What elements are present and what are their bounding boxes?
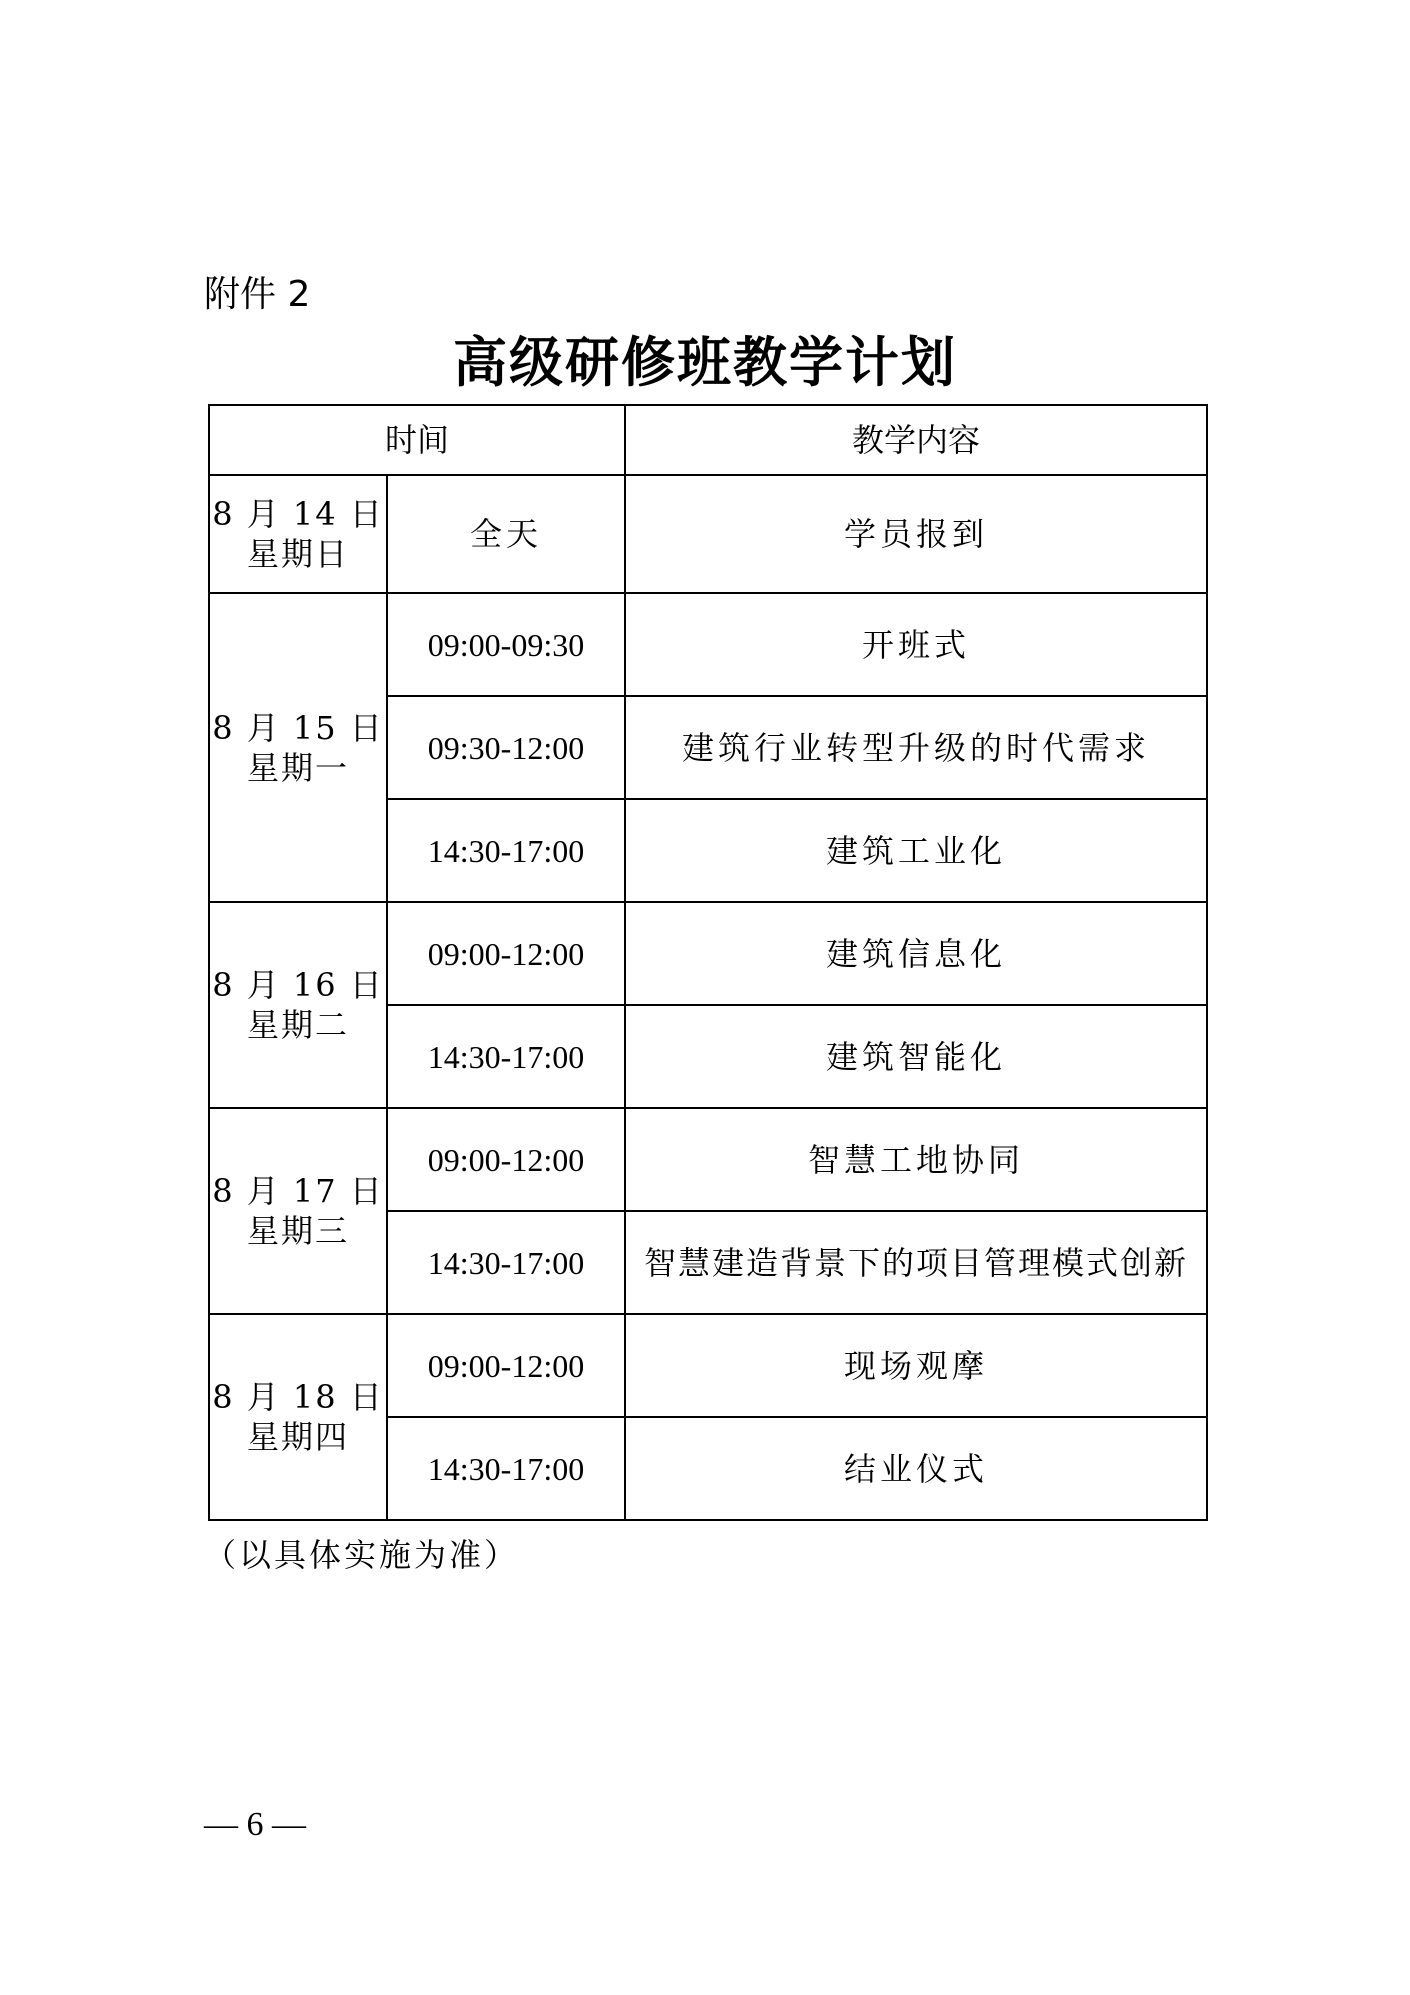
content-cell: 建筑智能化 — [625, 1005, 1207, 1108]
date-cell — [209, 1314, 387, 1520]
content-cell: 建筑行业转型升级的时代需求 — [625, 696, 1207, 799]
date: 8 月 15 日 — [212, 708, 384, 747]
content-cell: 结业仪式 — [625, 1417, 1207, 1520]
teaching-plan-table — [208, 404, 1208, 1521]
date: 8 月 14 日 — [212, 495, 384, 533]
weekday: 星期三 — [246, 1212, 349, 1250]
date-cell — [209, 902, 387, 1108]
time-cell: 全天 — [387, 475, 625, 593]
content-cell: 学员报到 — [625, 475, 1207, 593]
weekday: 星期四 — [246, 1418, 349, 1456]
time-cell: 09:00-12:00 — [387, 902, 625, 1005]
time-cell: 14:30-17:00 — [387, 799, 625, 902]
table-row — [209, 1314, 1207, 1417]
header-content: 教学内容 — [625, 405, 1207, 475]
content-cell: 建筑信息化 — [625, 902, 1207, 1005]
weekday: 星期一 — [246, 748, 349, 787]
table-row — [209, 593, 1207, 696]
header-time: 时间 — [209, 405, 625, 475]
page-number: — 6 — — [204, 1806, 306, 1843]
content-cell: 开班式 — [625, 593, 1207, 696]
date: 8 月 18 日 — [212, 1378, 384, 1416]
time-cell: 14:30-17:00 — [387, 1005, 625, 1108]
document-title: 高级研修班教学计划 — [453, 330, 957, 394]
time-cell: 09:30-12:00 — [387, 696, 625, 799]
time-cell: 09:00-09:30 — [387, 593, 625, 696]
content-cell: 智慧建造背景下的项目管理模式创新 — [625, 1211, 1207, 1314]
time-cell: 14:30-17:00 — [387, 1211, 625, 1314]
content-cell: 现场观摩 — [625, 1314, 1207, 1417]
table-row — [209, 1108, 1207, 1211]
attachment-label: 附件 2 — [204, 274, 311, 315]
date: 8 月 16 日 — [212, 966, 384, 1004]
date: 8 月 17 日 — [212, 1172, 384, 1210]
time-cell: 09:00-12:00 — [387, 1314, 625, 1417]
footnote: （以具体实施为准） — [204, 1536, 520, 1574]
table-header-row — [209, 405, 1207, 475]
table-row — [209, 902, 1207, 1005]
content-cell: 智慧工地协同 — [625, 1108, 1207, 1211]
date-cell — [209, 1108, 387, 1314]
date-cell — [209, 593, 387, 902]
time-cell: 14:30-17:00 — [387, 1417, 625, 1520]
content-cell: 建筑工业化 — [625, 799, 1207, 902]
weekday: 星期日 — [246, 535, 349, 573]
date-cell — [209, 475, 387, 593]
weekday: 星期二 — [246, 1006, 349, 1044]
time-cell: 09:00-12:00 — [387, 1108, 625, 1211]
table-row — [209, 475, 1207, 593]
